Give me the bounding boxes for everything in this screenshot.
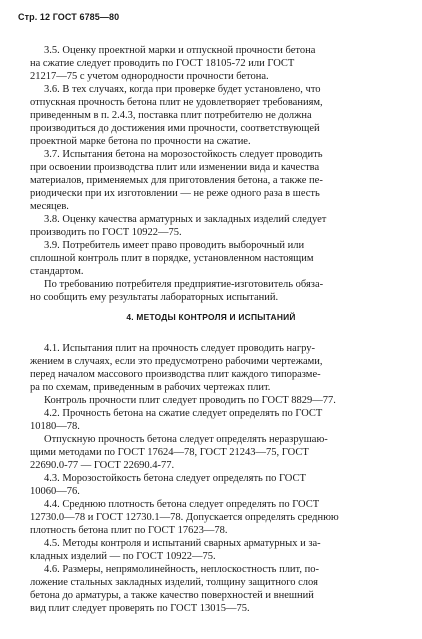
section-3-line: стандартом. (30, 266, 84, 277)
section-4-line: 10180—78. (30, 421, 80, 432)
section-3-line: отпускная прочность бетона плит не удовлетворяет требованиям, (30, 97, 323, 108)
section-4-line: 4.5. Методы контроля и испытаний сварных арматурных и за- (44, 538, 321, 549)
section-3-line: риодически при их изготовлении — не реже одного раза в шесть (30, 188, 320, 199)
section-3-line: на сжатие следует проводить по ГОСТ 18105-72 или ГОСТ (30, 58, 295, 69)
section-3-line: приведенным в п. 2.4.3, поставка плит потребителю не должна (30, 110, 312, 121)
section-3-line: 3.6. В тех случаях, когда при проверке будет установлено, что (44, 84, 321, 95)
section-3-line: месяцев. (30, 201, 69, 212)
section-4-line: вид плит следует проверять по ГОСТ 13015—75. (30, 603, 250, 614)
section-3-line: 3.7. Испытания бетона на морозостойкость следует проводить (44, 149, 323, 160)
section-3-line: 3.8. Оценку качества арматурных и закладных изделий следует (44, 214, 327, 225)
section-4-line: кладных изделий — по ГОСТ 10922—75. (30, 551, 216, 562)
section-4-line: 4.4. Среднюю плотность бетона следует определять по ГОСТ (44, 499, 320, 510)
section-3-text (30, 44, 400, 304)
section-4-line: 4.2. Прочность бетона на сжатие следует определять по ГОСТ (44, 408, 323, 419)
section-4-line: бетона до арматуры, а также качество поверхностей и внешний (30, 590, 314, 601)
section-3-line: По требованию потребителя предприятие-изготовитель обяза- (44, 279, 324, 290)
section-4-line: 10060—76. (30, 486, 80, 497)
section-3-line: при освоении производства плит или изменении вида и качества (30, 162, 320, 173)
section-3-line: проектной марке бетона по прочности на сжатие. (30, 136, 251, 147)
section-4-line: 22690.0-77 — ГОСТ 22690.4-77. (30, 460, 175, 471)
section-4-line: Контроль прочности плит следует проводить по ГОСТ 8829—77. (44, 395, 336, 406)
section-3-line: 21217—75 с учетом однородности прочности бетона. (30, 71, 269, 82)
section-4-line: плотность бетона плит по ГОСТ 17623—78. (30, 525, 228, 536)
section-3-line: 3.5. Оценку проектной марки и отпускной прочности бетона (44, 45, 316, 56)
section-3-line: 3.9. Потребитель имеет право проводить выборочный или (44, 240, 305, 251)
section-3-line: материалов, применяемых для приготовления бетона, а также пе- (30, 175, 323, 186)
section-3-line: но сообщить ему результаты лабораторных испытаний. (30, 292, 279, 303)
section-heading: 4. МЕТОДЫ КОНТРОЛЯ И ИСПЫТАНИЙ (126, 312, 296, 322)
section-4-line: 12730.0—78 и ГОСТ 12730.1—78. Допускается определять среднюю (30, 512, 339, 523)
section-4-line: 4.1. Испытания плит на прочность следует проводить нагру- (44, 343, 315, 354)
section-4-line: жением в случаях, если это предусмотрено рабочими чертежами, (30, 356, 323, 367)
section-3-line: сплошной контроль плит в порядке, установленном настоящим (30, 253, 314, 264)
page-header: Стр. 12 ГОСТ 6785—80 (18, 12, 120, 22)
section-4-line: ра по схемам, приведенным в рабочих чертежах плит. (30, 382, 271, 393)
section-4-line: 4.6. Размеры, непрямолинейность, неплоскостность плит, по- (44, 564, 319, 575)
section-3-line: производиться до достижения ими прочности, соответствующей (30, 123, 320, 134)
section-4-line: перед началом массового производства плит каждого типоразме- (30, 369, 321, 380)
section-4-text (30, 342, 400, 615)
section-4-line: 4.3. Морозостойкость бетона следует определять по ГОСТ (44, 473, 306, 484)
section-4-line: щими методами по ГОСТ 17624—78, ГОСТ 21243—75, ГОСТ (30, 447, 309, 458)
section-3-line: производить по ГОСТ 10922—75. (30, 227, 182, 238)
section-4-line: Отпускную прочность бетона следует определять неразрушаю- (44, 434, 328, 445)
section-4-line: ложение стальных закладных изделий, толщину защитного слоя (30, 577, 318, 588)
